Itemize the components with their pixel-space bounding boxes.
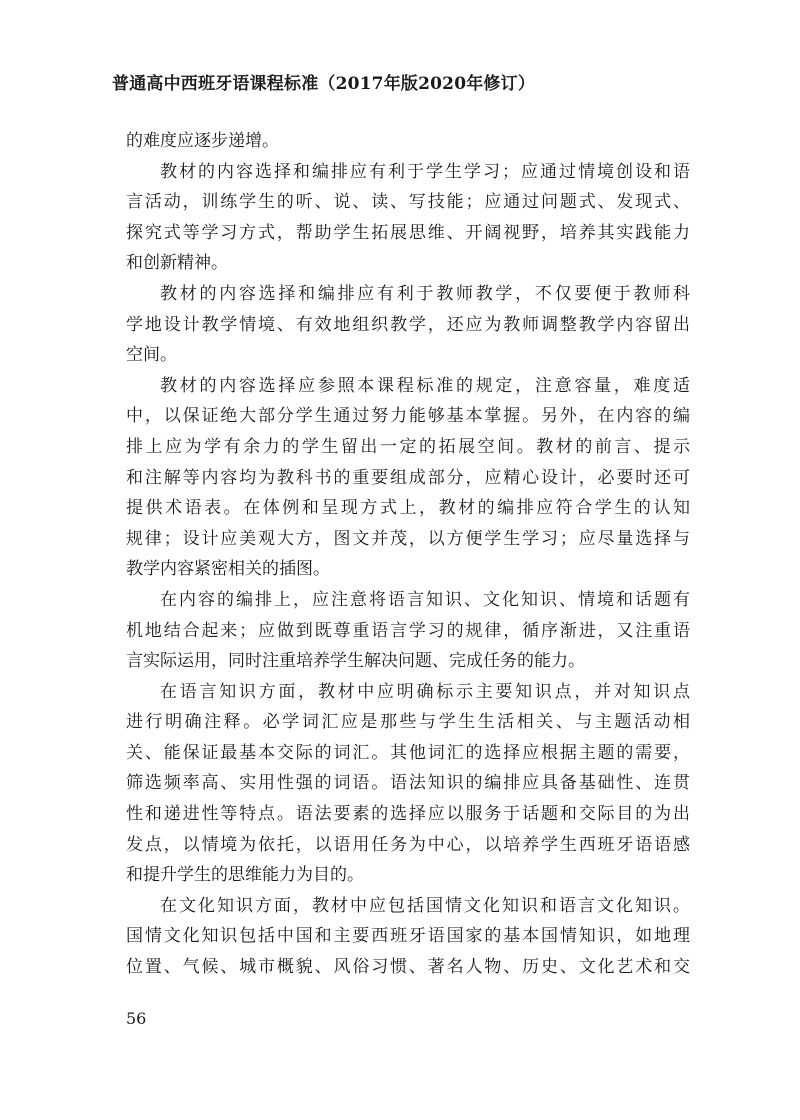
text-line: 和提升学生的思维能力为目的。	[126, 865, 364, 886]
text-line: 和创新精神。	[126, 253, 228, 274]
text-line: 排上应为学有余力的学生留出一定的拓展空间。教材的前言、提示	[126, 436, 690, 457]
text-line: 进行明确注释。必学词汇应是那些与学生生活相关、与主题活动相	[126, 712, 690, 733]
text-line: 教材的内容选择应参照本课程标准的规定，注意容量，难度适	[160, 375, 690, 396]
text-line: 的难度应逐步递增。	[126, 131, 279, 151]
text-line: 空间。	[126, 345, 177, 366]
body-text	[126, 126, 690, 983]
text-line: 在文化知识方面，教材中应包括国情文化知识和语言文化知识。	[160, 895, 690, 916]
text-line: 机地结合起来；应做到既尊重语言学习的规律，循序渐进，又注重语	[126, 620, 690, 641]
text-line: 发点，以情境为依托，以语用任务为中心，以培养学生西班牙语语感	[126, 834, 690, 855]
text-line: 学地设计教学情境、有效地组织教学，还应为教师调整教学内容留出	[126, 314, 690, 335]
text-line: 探究式等学习方式，帮助学生拓展思维、开阔视野，培养其实践能力	[126, 222, 690, 243]
text-line: 规律；设计应美观大方，图文并茂，以方便学生学习；应尽量选择与	[126, 528, 690, 549]
text-line: 和注解等内容均为教科书的重要组成部分，应精心设计，必要时还可	[126, 467, 690, 488]
text-line: 教材的内容选择和编排应有利于学生学习；应通过情境创设和语	[160, 161, 690, 182]
text-line: 关、能保证最基本交际的词汇。其他词汇的选择应根据主题的需要，	[126, 742, 690, 763]
text-line: 性和递进性等特点。语法要素的选择应以服务于话题和交际目的为出	[126, 804, 690, 825]
text-line: 教材的内容选择和编排应有利于教师教学，不仅要便于教师科	[160, 283, 690, 304]
text-line: 位置、气候、城市概貌、风俗习惯、著名人物、历史、文化艺术和交	[126, 957, 690, 978]
text-line: 在语言知识方面，教材中应明确标示主要知识点，并对知识点	[160, 681, 690, 702]
text-line: 中，以保证绝大部分学生通过努力能够基本掌握。另外，在内容的编	[126, 406, 690, 427]
text-line: 筛选频率高、实用性强的词语。语法知识的编排应具备基础性、连贯	[126, 773, 690, 794]
text-line: 在内容的编排上，应注意将语言知识、文化知识、情境和话题有	[160, 589, 690, 610]
text-line: 提供术语表。在体例和呈现方式上，教材的编排应符合学生的认知	[126, 498, 690, 519]
text-line: 言实际运用，同时注重培养学生解决问题、完成任务的能力。	[126, 651, 585, 672]
page-header-title: 普通高中西班牙语课程标准（2017年版2020年修订）	[112, 74, 536, 94]
page-number: 56	[126, 1009, 147, 1028]
text-line: 国情文化知识包括中国和主要西班牙语国家的基本国情知识，如地理	[126, 926, 690, 947]
text-line: 教学内容紧密相关的插图。	[126, 559, 330, 580]
text-line: 言活动，训练学生的听、说、读、写技能；应通过问题式、发现式、	[126, 192, 690, 213]
